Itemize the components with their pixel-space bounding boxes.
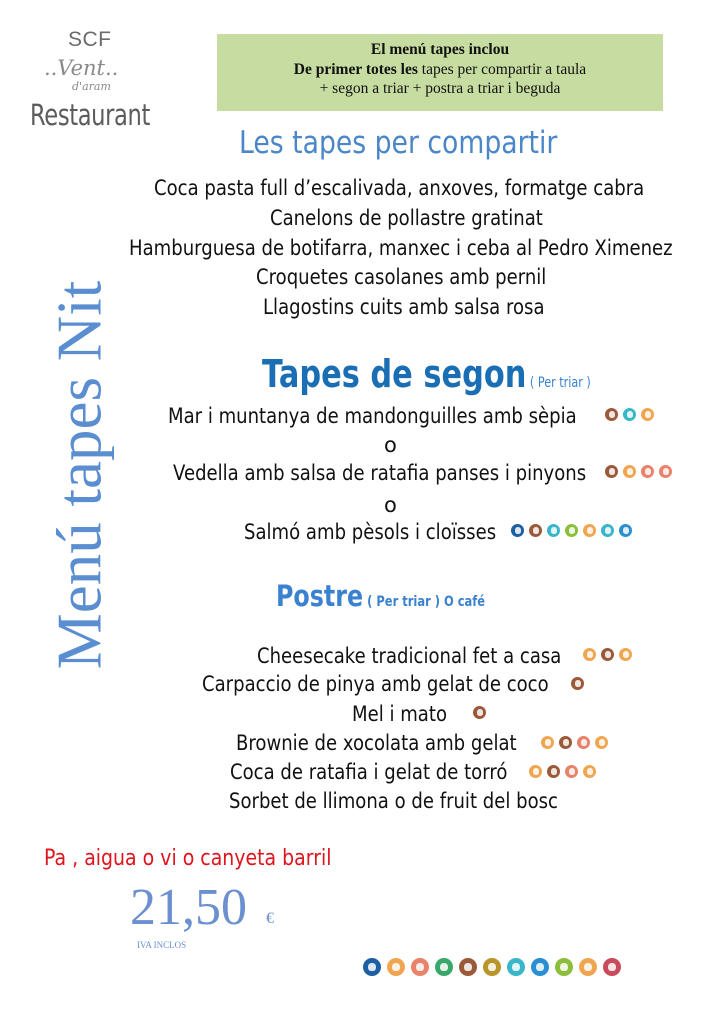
mollusc-icon bbox=[621, 406, 638, 423]
segon-heading bbox=[262, 352, 591, 396]
nuts-icon bbox=[657, 463, 674, 480]
segon-item: Salmó amb pèsols i cloïsses bbox=[244, 520, 497, 544]
crustacean-icon bbox=[599, 522, 616, 539]
logo-scf: SCF bbox=[68, 28, 112, 51]
segon-row bbox=[244, 520, 537, 544]
peanut-icon bbox=[409, 956, 431, 978]
postre-item: Coca de ratafia i gelat de torró bbox=[230, 760, 508, 784]
eggs-icon bbox=[539, 734, 556, 751]
peanut-icon bbox=[639, 463, 656, 480]
mustard-icon bbox=[527, 522, 544, 539]
segon-row bbox=[173, 461, 653, 485]
logo-restaurant: Restaurant bbox=[30, 98, 150, 132]
segon-separator: o bbox=[384, 493, 397, 517]
eggs-icon bbox=[527, 763, 544, 780]
segon-item-2-allergens bbox=[602, 461, 674, 480]
mustard-icon bbox=[545, 763, 562, 780]
segon-separator: o bbox=[384, 433, 397, 457]
mustard-icon bbox=[471, 704, 488, 721]
peanut-icon bbox=[563, 763, 580, 780]
info-line-1: El menú tapes inclou bbox=[370, 41, 510, 58]
sesame-icon bbox=[481, 956, 503, 978]
share-heading: Les tapes per compartir bbox=[239, 125, 558, 161]
info-line-3: + segon a triar + postra a triar i beguda bbox=[319, 80, 561, 97]
share-item: Croquetes casolanes amb pernil bbox=[256, 265, 547, 289]
menu-info-box bbox=[217, 34, 663, 111]
gluten-icon bbox=[621, 463, 638, 480]
celery-icon bbox=[433, 956, 455, 978]
mustard-icon bbox=[603, 406, 620, 423]
segon-sub: ( Per triar ) bbox=[526, 375, 591, 391]
gluten-icon bbox=[581, 522, 598, 539]
postre-item-4-allergens bbox=[538, 732, 610, 751]
gluten-icon bbox=[639, 406, 656, 423]
logo-script: ..Vent.. bbox=[44, 56, 119, 80]
share-item: Coca pasta full d’escalivada, anxoves, formatge cabra bbox=[154, 176, 645, 200]
lupin-icon bbox=[553, 956, 575, 978]
price-amount: 21,50 bbox=[130, 879, 247, 936]
gluten-icon bbox=[577, 956, 599, 978]
postre-item: Carpaccio de pinya amb gelat de coco bbox=[202, 672, 549, 696]
segon-item-1-allergens bbox=[602, 404, 656, 423]
postre-heading bbox=[276, 579, 485, 613]
mollusc-icon bbox=[545, 522, 562, 539]
postre-item-2-allergens bbox=[568, 673, 586, 692]
logo-script-sub: d'aram bbox=[72, 80, 111, 93]
postre-heading-text: Postre bbox=[276, 579, 364, 613]
postre-item: Cheesecake tradicional fet a casa bbox=[257, 644, 562, 668]
mollusc-icon bbox=[505, 956, 527, 978]
postre-item: Brownie de xocolata amb gelat bbox=[236, 731, 517, 755]
allergen-legend bbox=[359, 956, 623, 978]
mustard-icon bbox=[557, 734, 574, 751]
mustard-icon bbox=[457, 956, 479, 978]
postre-item-3-allergens bbox=[470, 702, 488, 721]
eggs-icon bbox=[581, 646, 598, 663]
price-tax-note: IVA INCLOS bbox=[137, 940, 187, 950]
segon-heading-text: Tapes de segon bbox=[262, 352, 527, 396]
segon-item: Vedella amb salsa de ratafia panses i pinyons bbox=[173, 461, 587, 485]
eggs-icon bbox=[385, 956, 407, 978]
share-item: Llagostins cuits amb salsa rosa bbox=[263, 295, 545, 319]
mustard-icon bbox=[599, 646, 616, 663]
info-line-2-bold: De primer totes les bbox=[293, 60, 418, 78]
segon-row bbox=[168, 404, 643, 428]
postre-item-5-allergens bbox=[526, 761, 598, 780]
peanut-icon bbox=[575, 734, 592, 751]
gluten-icon bbox=[593, 734, 610, 751]
mustard-icon bbox=[603, 463, 620, 480]
postre-item-1-allergens bbox=[580, 644, 634, 663]
gluten-icon bbox=[617, 646, 634, 663]
share-item: Hamburguesa de botifarra, manxec i ceba al Pedro Ximenez bbox=[129, 236, 673, 260]
sulphite-icon bbox=[601, 956, 623, 978]
postre-sub: ( Per triar ) O café bbox=[363, 594, 486, 610]
postre-item: Sorbet de llimona o de fruit del bosc bbox=[229, 789, 558, 813]
fish-icon bbox=[509, 522, 526, 539]
segon-item-3-allergens bbox=[508, 520, 634, 539]
crustacean-icon bbox=[529, 956, 551, 978]
info-line-2: tapes per compartir a taula bbox=[417, 60, 587, 78]
price-currency: € bbox=[266, 910, 274, 927]
share-item: Canelons de pollastre gratinat bbox=[270, 206, 543, 230]
sulphite-icon bbox=[617, 522, 634, 539]
postre-item: Mel i mato bbox=[352, 702, 448, 726]
mustard-icon bbox=[569, 675, 586, 692]
side-title: Menú tapes Nit bbox=[44, 280, 115, 670]
gluten-icon bbox=[581, 763, 598, 780]
fish-icon bbox=[361, 956, 383, 978]
lupin-icon bbox=[563, 522, 580, 539]
drinks-included: Pa , aigua o vi o canyeta barril bbox=[44, 846, 332, 871]
segon-item: Mar i muntanya de mandonguilles amb sèpia bbox=[168, 404, 577, 428]
